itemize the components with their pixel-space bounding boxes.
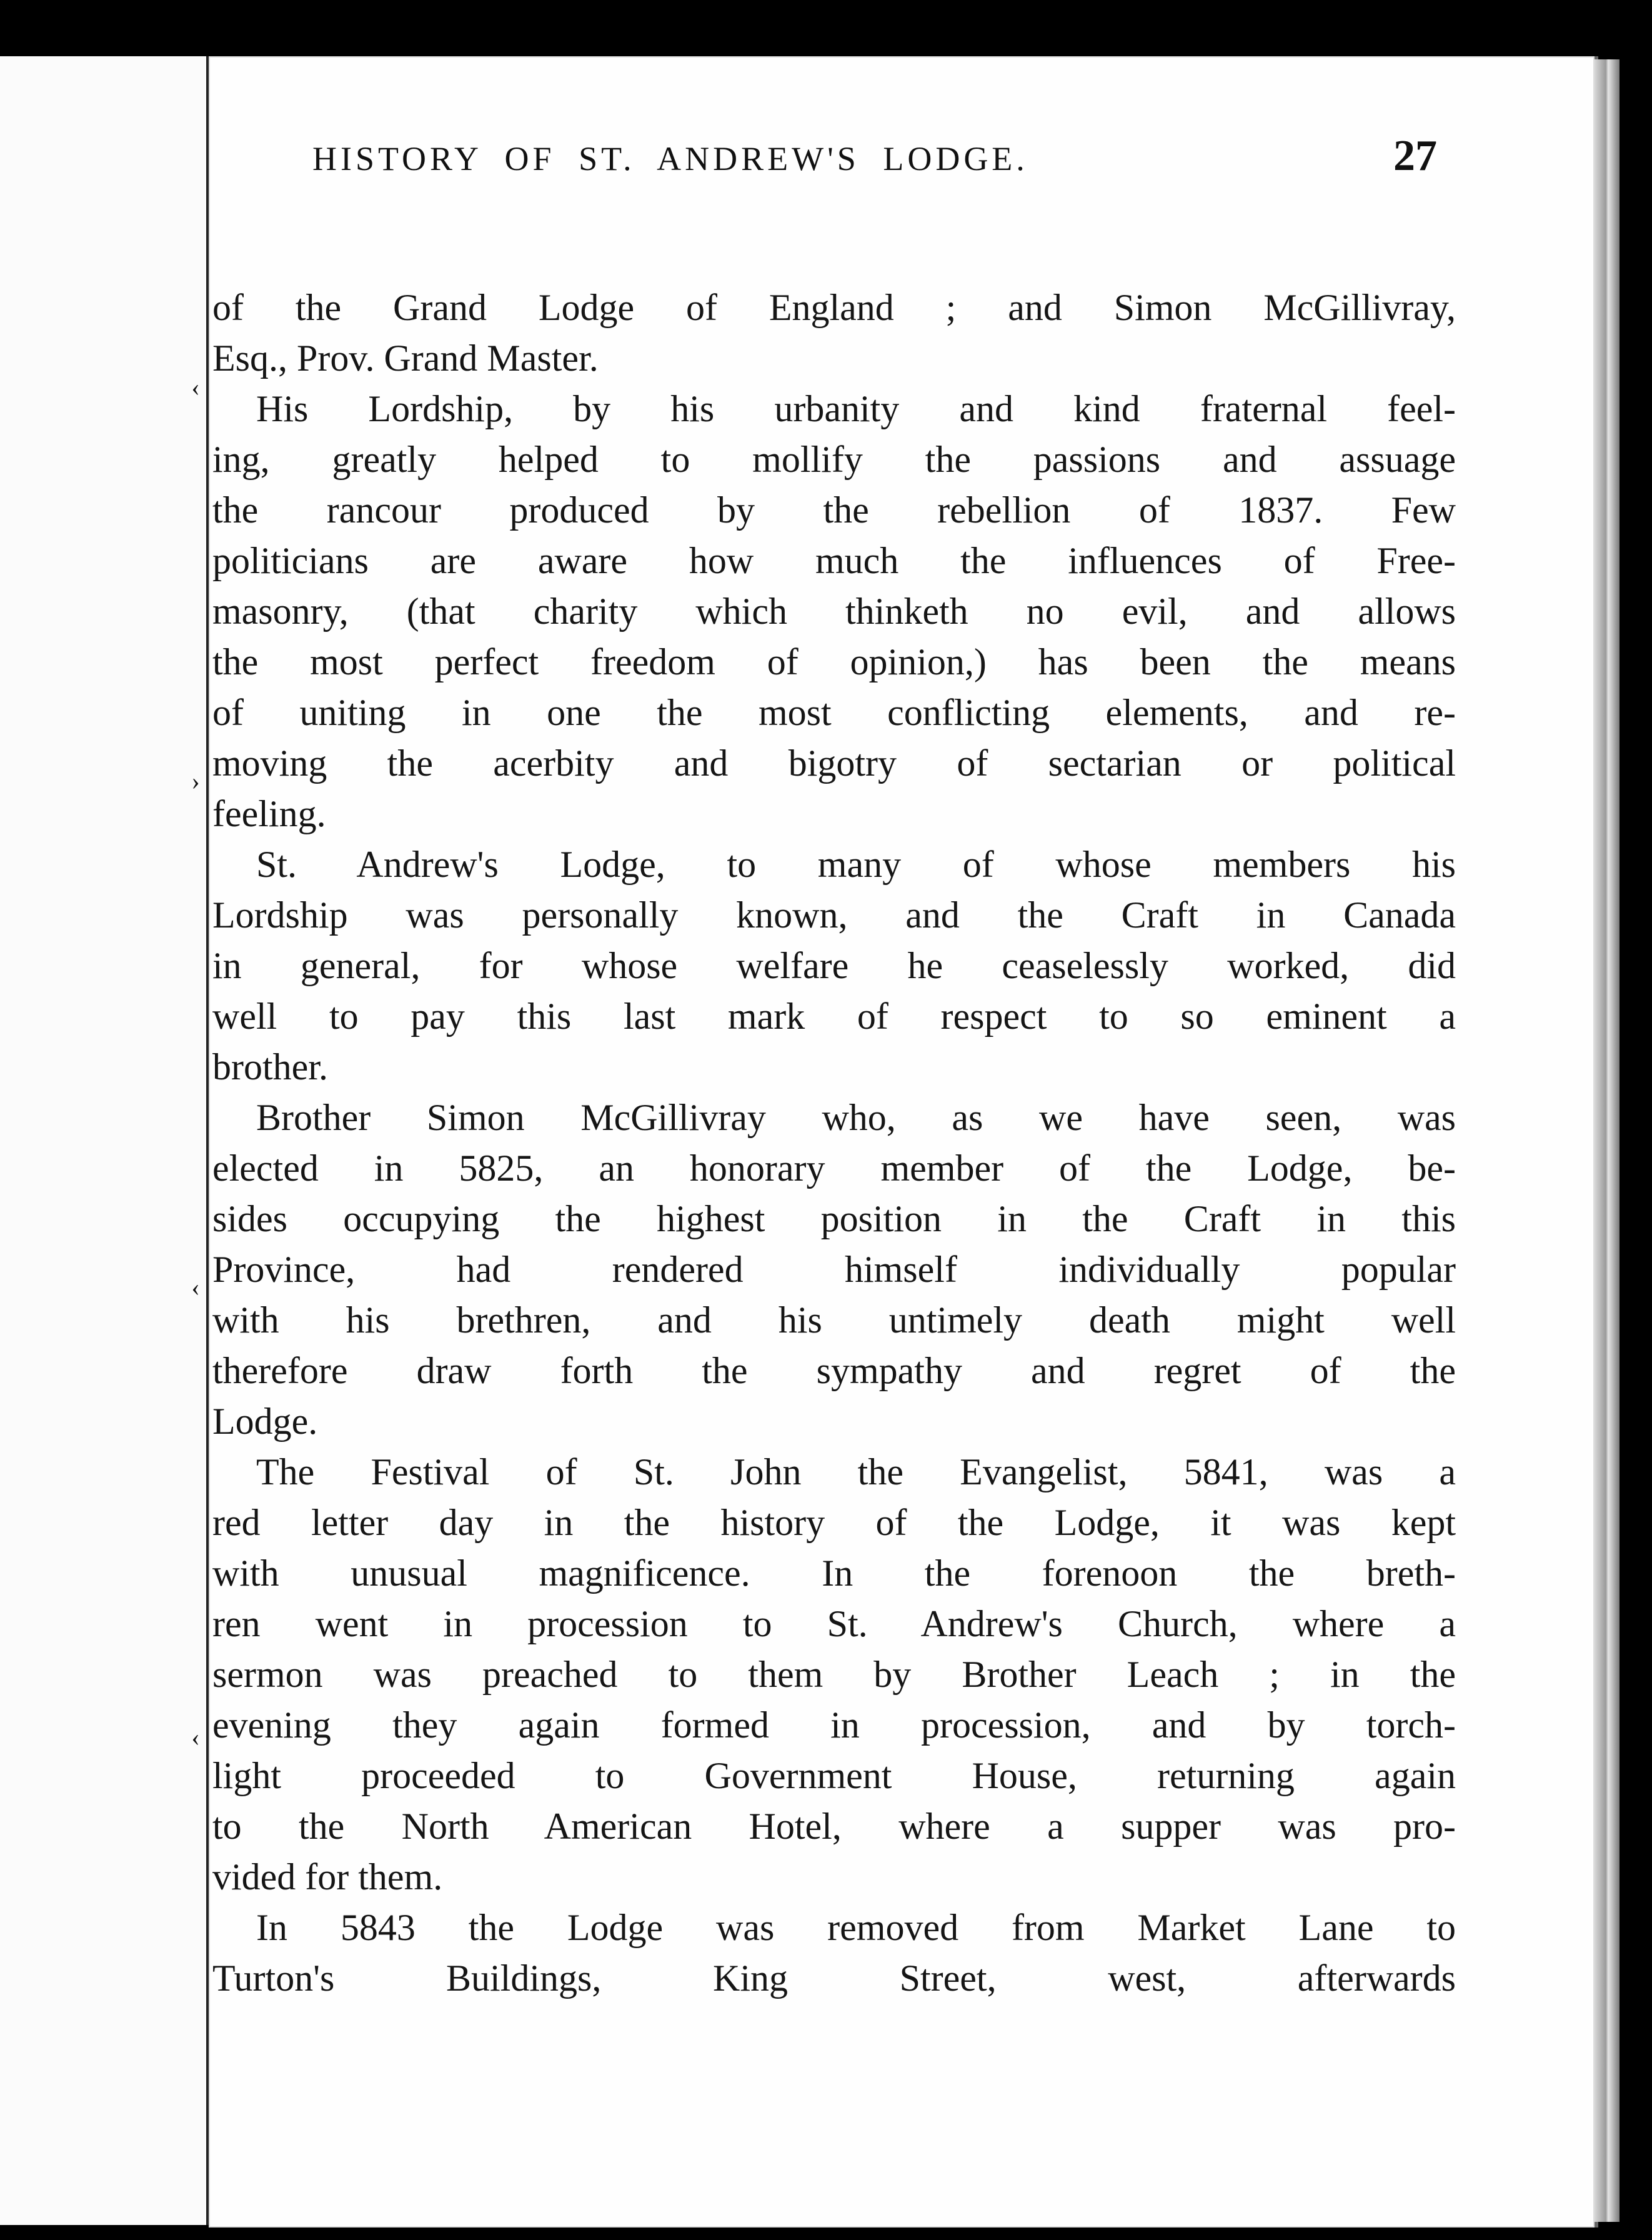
text-line: light proceeded to Government House, returning again: [212, 1755, 1456, 1796]
text-line: evening they again formed in procession, and by torch-: [212, 1704, 1456, 1746]
text-line: moving the acerbity and bigotry of sectarian or political: [212, 742, 1456, 784]
binding-mark: ‹: [191, 1273, 200, 1301]
text-line: The Festival of St. John the Evangelist, 5841, was a: [256, 1451, 1456, 1492]
paragraph: [212, 1902, 1456, 2004]
text-line: His Lordship, by his urbanity and kind fraternal feel-: [256, 388, 1456, 429]
body-text: [212, 282, 1456, 2004]
text-line: brother.: [212, 1046, 328, 1088]
text-line: with unusual magnificence. In the forenoon the breth-: [212, 1552, 1456, 1594]
binding-mark: ‹: [191, 373, 200, 401]
text-line: therefore draw forth the sympathy and regret of the: [212, 1350, 1456, 1391]
text-line: politicians are aware how much the influences of Free-: [212, 540, 1456, 581]
text-line: St. Andrew's Lodge, to many of whose members his: [256, 844, 1456, 885]
previous-page-edge: [0, 56, 209, 2225]
text-line: sides occupying the highest position in the Craft in this: [212, 1198, 1456, 1239]
text-line: Lordship was personally known, and the Craft in Canada: [212, 894, 1456, 936]
text-line: ren went in procession to St. Andrew's Church, where a: [212, 1603, 1456, 1644]
text-line: In 5843 the Lodge was removed from Market Lane to: [256, 1907, 1456, 1948]
text-line: Esq., Prov. Grand Master.: [212, 338, 599, 379]
binding-mark: ›: [191, 767, 200, 795]
text-line: of uniting in one the most conflicting elements, and re-: [212, 692, 1456, 733]
paragraph: [212, 1092, 1456, 1447]
text-line: Turton's Buildings, King Street, west, afterwards: [212, 1958, 1456, 1999]
page-header: [312, 131, 1437, 181]
paragraph: [212, 384, 1456, 839]
text-line: of the Grand Lodge of England ; and Simon McGillivray,: [212, 287, 1456, 328]
text-line: masonry, (that charity which thinketh no evil, and allows: [212, 591, 1456, 632]
text-line: the most perfect freedom of opinion,) has been the means: [212, 641, 1456, 682]
binding-mark: ‹: [191, 1723, 200, 1751]
text-line: Brother Simon McGillivray who, as we have seen, was: [256, 1097, 1456, 1138]
text-line: feeling.: [212, 793, 326, 834]
text-line: Lodge.: [212, 1401, 318, 1442]
text-line: in general, for whose welfare he ceaselessly worked, did: [212, 945, 1456, 986]
text-line: sermon was preached to them by Brother Leach ; in the: [212, 1654, 1456, 1695]
text-line: elected in 5825, an honorary member of the Lodge, be-: [212, 1148, 1456, 1189]
text-line: well to pay this last mark of respect to so eminent a: [212, 996, 1456, 1037]
text-line: vided for them.: [212, 1856, 443, 1898]
running-head: HISTORY OF ST. ANDREW'S LODGE.: [312, 140, 1028, 178]
page-stack-edge: [1595, 59, 1620, 2222]
text-line: to the North American Hotel, where a supper was pro-: [212, 1806, 1456, 1847]
paragraph: [212, 282, 1456, 384]
page-number: 27: [1393, 132, 1437, 180]
text-line: the rancour produced by the rebellion of 1837. Few: [212, 489, 1456, 531]
text-line: Province, had rendered himself individually popular: [212, 1249, 1456, 1290]
text-line: with his brethren, and his untimely death might well: [212, 1299, 1456, 1341]
paragraph: [212, 839, 1456, 1092]
paragraph: [212, 1447, 1456, 1902]
text-line: red letter day in the history of the Lodge, it was kept: [212, 1502, 1456, 1543]
text-line: ing, greatly helped to mollify the passions and assuage: [212, 439, 1456, 480]
